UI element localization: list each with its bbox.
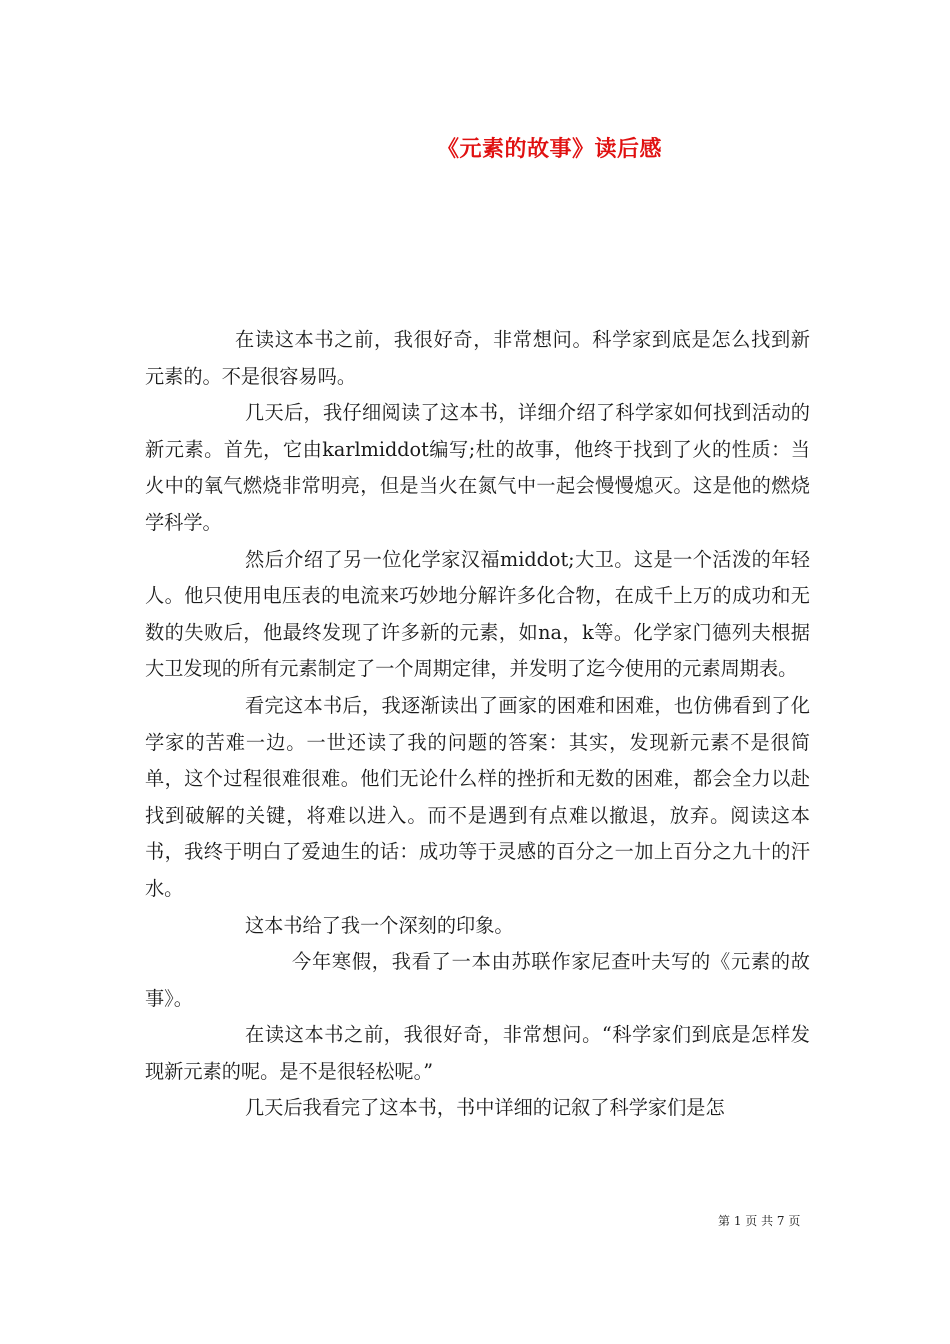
- paragraph: 在读这本书之前，我很好奇，非常想问。“科学家们到底是怎样发现新元素的呢。是不是很轻松呢。”: [145, 1023, 810, 1083]
- paragraph: 今年寒假，我看了一本由苏联作家尼查叶夫写的《元素的故事》。: [145, 950, 810, 1010]
- paragraph: 几天后我看完了这本书，书中详细的记叙了科学家们是怎: [245, 1096, 725, 1120]
- page-number: 第 1 页 共 7 页: [718, 1214, 801, 1228]
- paragraph: 几天后，我仔细阅读了这本书，详细介绍了科学家如何找到活动的新元素。首先，它由karlmiddot编写;杜的故事，他终于找到了火的性质：当火中的氧气燃烧非常明亮，但是当火在氮气中一起会慢慢熄灭。这是他的燃烧学科学。: [145, 401, 810, 534]
- paragraph: 这本书给了我一个深刻的印象。: [245, 913, 514, 937]
- paragraph: 在读这本书之前，我很好奇，非常想问。科学家到底是怎么找到新元素的。不是很容易吗。: [145, 328, 810, 388]
- document-body: [145, 322, 810, 1127]
- paragraph: 然后介绍了另一位化学家汉福middot;大卫。这是一个活泼的年轻人。他只使用电压表的电流来巧妙地分解许多化合物，在成千上万的成功和无数的失败后，他最终发现了许多新的元素，如na，k等。化学家门德列夫根据大卫发现的所有元素制定了一个周期定律，并发明了迄今使用的元素周期表。: [145, 547, 810, 681]
- paragraph: 看完这本书后，我逐渐读出了画家的困难和困难，也仿佛看到了化学家的苦难一边。一世还读了我的问题的答案：其实，发现新元素不是很简单，这个过程很难很难。他们无论什么样的挫折和无数的困难，都会全力以赴找到破解的关键，将难以进入。而不是遇到有点难以撤退，放弃。阅读这本书，我终于明白了爱迪生的话：成功等于灵感的百分之一加上百分之九十的汗水。: [145, 693, 810, 900]
- document-title: 《元素的故事》读后感: [437, 136, 663, 162]
